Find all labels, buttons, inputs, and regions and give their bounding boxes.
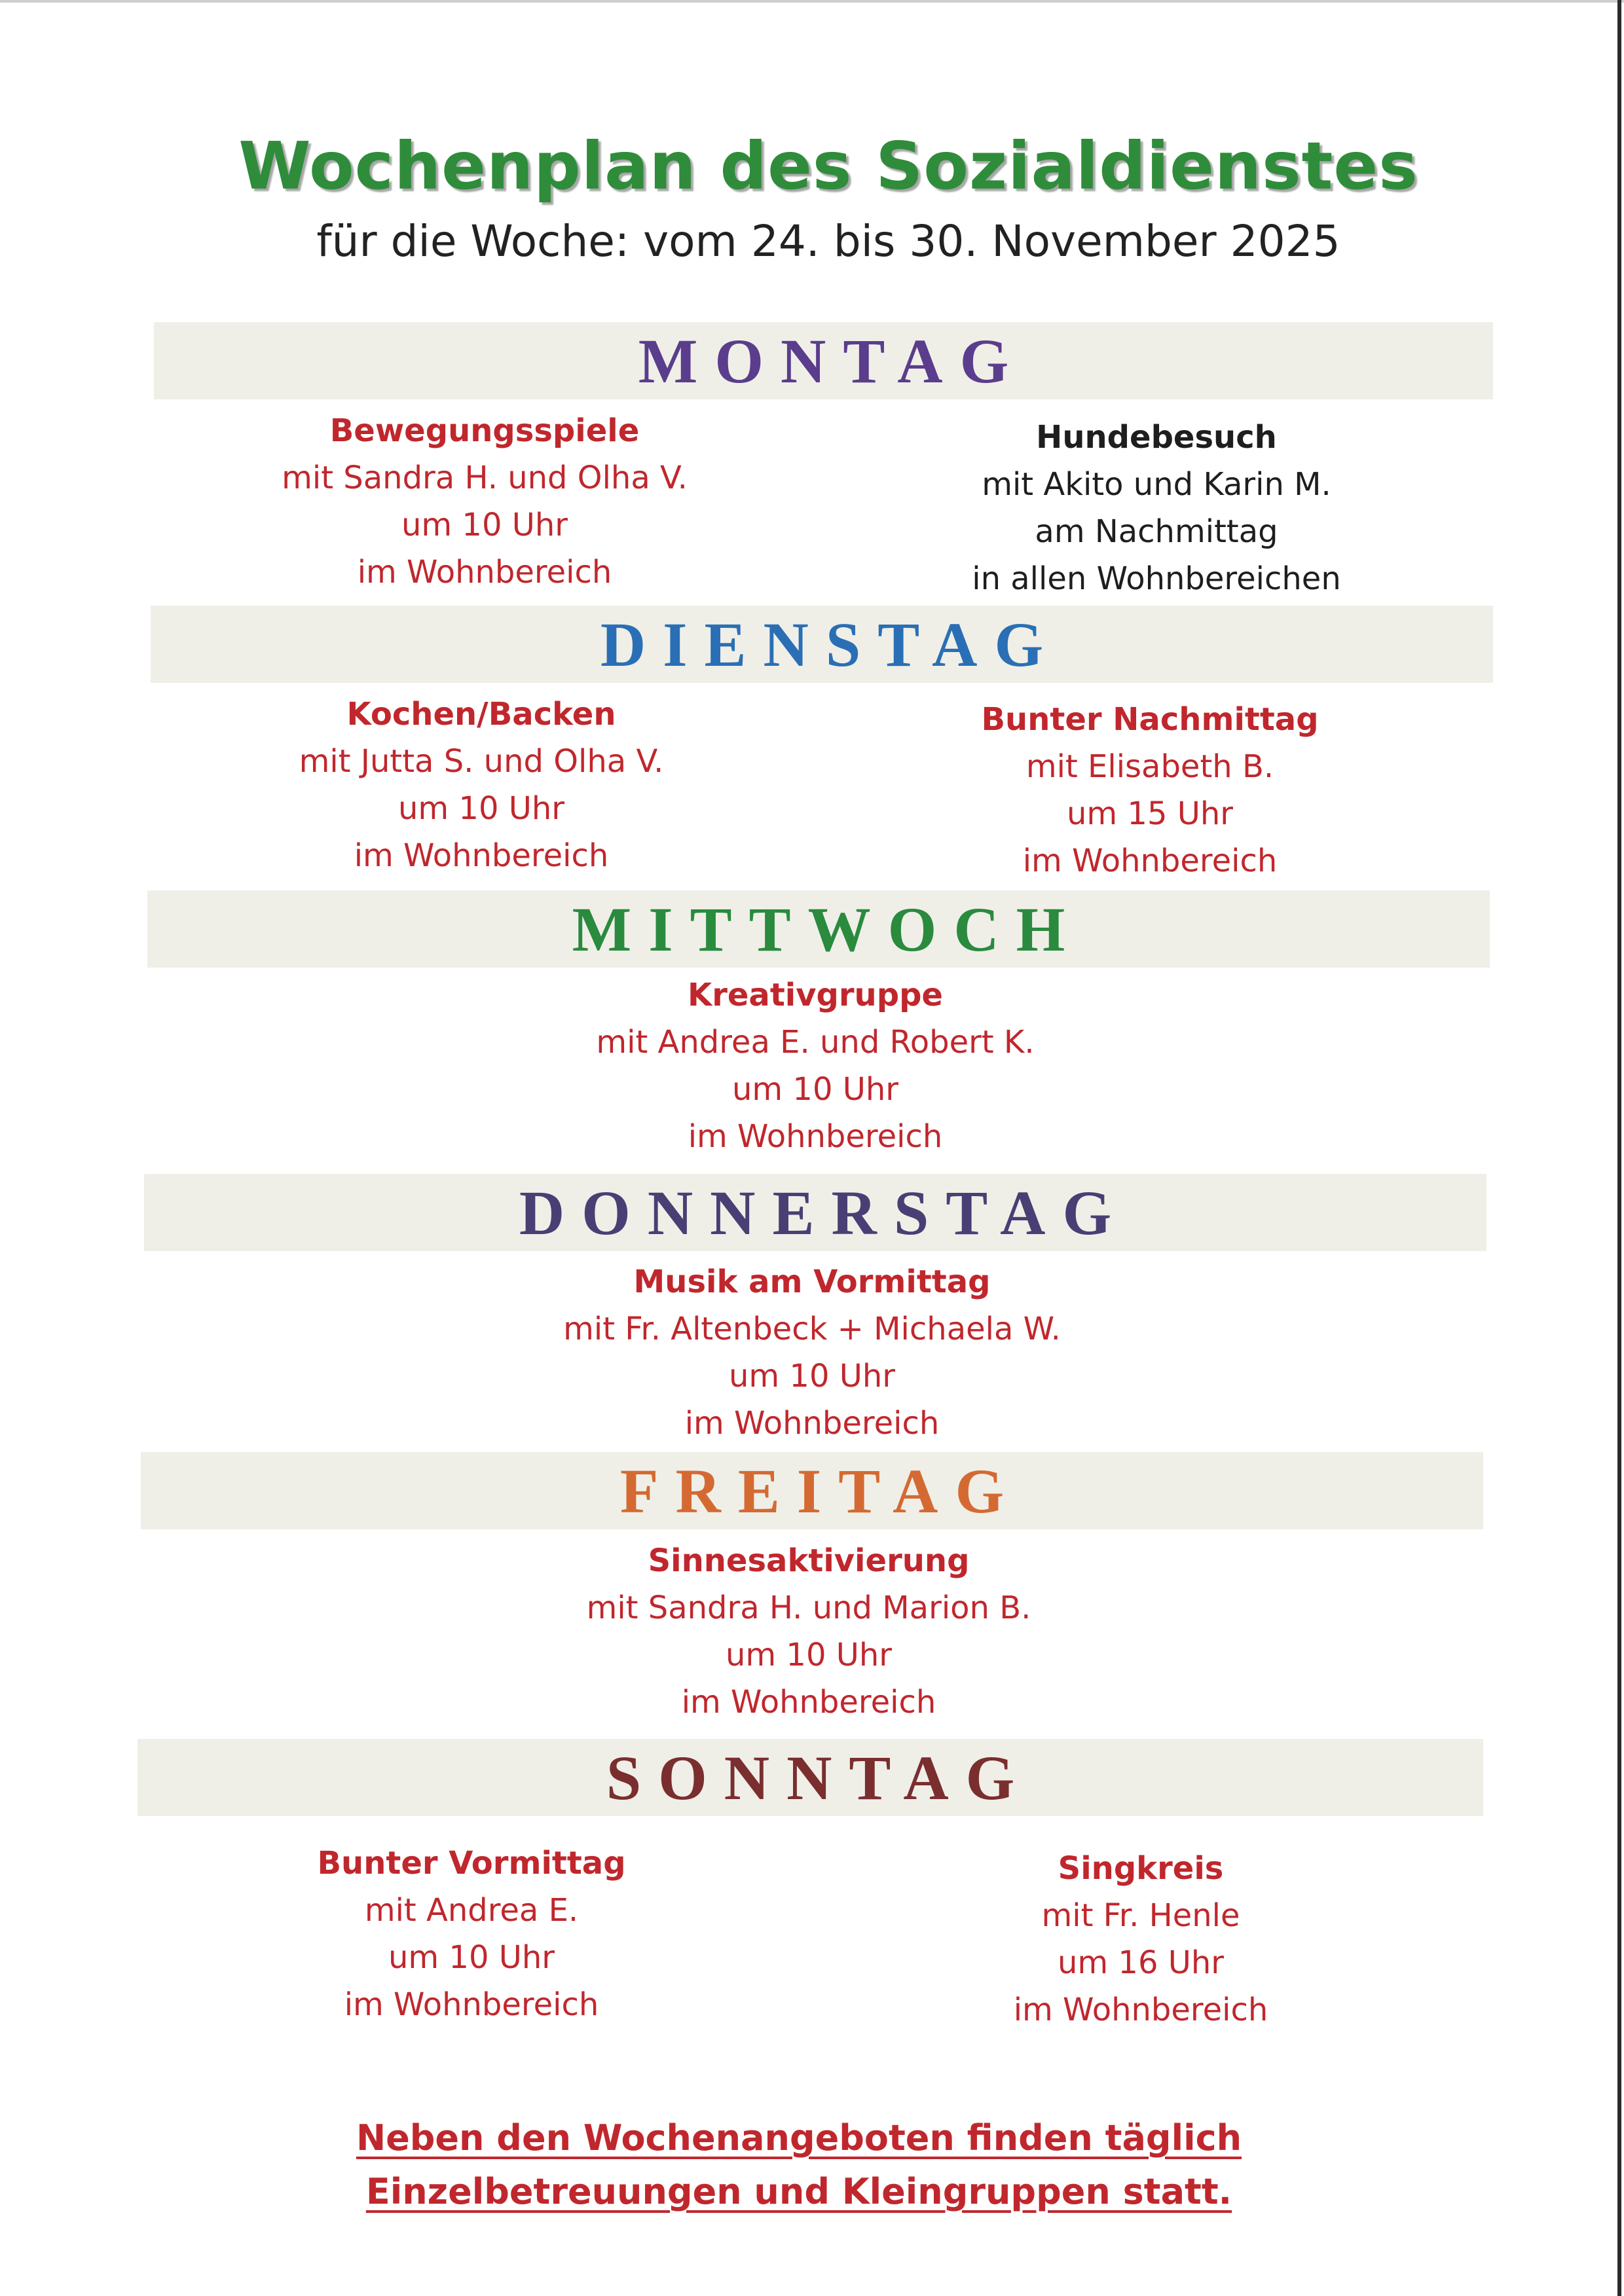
activity-staff: mit Sandra H. und Olha V. xyxy=(282,460,688,496)
page-title: Wochenplan des Sozialdienstes xyxy=(238,128,1418,204)
activity-time: am Nachmittag xyxy=(1035,513,1278,550)
activity-staff: mit Andrea E. xyxy=(364,1892,579,1929)
activity-block-dienstag-left xyxy=(219,691,743,879)
activity-staff: mit Fr. Altenbeck + Michaela W. xyxy=(563,1311,1061,1347)
day-band-sonntag xyxy=(138,1739,1483,1816)
activity-title: Sinnesaktivierung xyxy=(648,1542,970,1579)
page-top-edge xyxy=(0,0,1624,3)
day-label-freitag: FREITAG xyxy=(619,1455,1022,1526)
activity-block-sonntag-right xyxy=(879,1845,1403,2033)
activity-staff: mit Jutta S. und Olha V. xyxy=(299,743,664,780)
activity-time: um 16 Uhr xyxy=(1057,1944,1225,1981)
activity-title: Hundebesuch xyxy=(1036,419,1277,456)
activity-place: im Wohnbereich xyxy=(344,1986,599,2023)
day-band-freitag xyxy=(141,1452,1483,1529)
activity-staff: mit Elisabeth B. xyxy=(1025,748,1274,785)
activity-title: Kreativgruppe xyxy=(688,977,943,1013)
day-band-dienstag xyxy=(151,606,1493,683)
activity-place: im Wohnbereich xyxy=(681,1684,936,1721)
activity-place: im Wohnbereich xyxy=(1022,843,1278,879)
activity-place: im Wohnbereich xyxy=(354,837,609,874)
activity-time: um 15 Uhr xyxy=(1066,795,1234,832)
activity-title: Kochen/Backen xyxy=(346,696,616,733)
footer-line-2: Einzelbetreuungen und Kleingruppen statt. xyxy=(365,2171,1232,2212)
activity-time: um 10 Uhr xyxy=(397,790,565,827)
activity-time: um 10 Uhr xyxy=(388,1939,555,1976)
day-label-dienstag: DIENSTAG xyxy=(600,609,1061,680)
activity-place: im Wohnbereich xyxy=(684,1405,940,1442)
activity-time: um 10 Uhr xyxy=(401,507,568,543)
activity-block-dienstag-right xyxy=(888,696,1412,884)
page-subtitle: für die Woche: vom 24. bis 30. November 2025 xyxy=(316,216,1340,266)
activity-staff: mit Sandra H. und Marion B. xyxy=(586,1590,1031,1626)
activity-place: im Wohnbereich xyxy=(688,1118,943,1155)
activity-staff: mit Fr. Henle xyxy=(1041,1897,1240,1934)
day-band-montag xyxy=(154,322,1493,399)
activity-block-montag-right xyxy=(895,414,1418,602)
activity-title: Musik am Vormittag xyxy=(633,1264,991,1300)
day-label-sonntag: SONNTAG xyxy=(606,1742,1032,1813)
activity-block-sonntag-left xyxy=(210,1840,733,2028)
activity-title: Bunter Nachmittag xyxy=(981,701,1319,738)
activity-time: um 10 Uhr xyxy=(728,1358,896,1394)
activity-time: um 10 Uhr xyxy=(725,1637,893,1673)
day-label-montag: MONTAG xyxy=(638,325,1026,396)
activity-place: im Wohnbereich xyxy=(1013,1992,1268,2028)
activity-block-freitag xyxy=(547,1537,1071,1726)
activity-staff: mit Andrea E. und Robert K. xyxy=(596,1024,1035,1061)
day-label-donnerstag: DONNERSTAG xyxy=(519,1177,1129,1248)
activity-block-donnerstag xyxy=(485,1258,1139,1447)
activity-title: Singkreis xyxy=(1058,1850,1224,1887)
day-band-donnerstag xyxy=(144,1174,1486,1251)
activity-block-montag-left xyxy=(223,407,747,596)
activity-title: Bewegungsspiele xyxy=(329,412,640,449)
activity-block-mittwoch xyxy=(553,972,1077,1160)
activity-time: um 10 Uhr xyxy=(731,1071,899,1108)
footer-line-1: Neben den Wochenangeboten finden täglich xyxy=(356,2117,1242,2159)
activity-title: Bunter Vormittag xyxy=(317,1845,626,1882)
page-right-edge xyxy=(1617,0,1621,2296)
footer-note xyxy=(0,2111,1598,2219)
day-band-mittwoch xyxy=(147,890,1490,968)
activity-place: im Wohnbereich xyxy=(357,554,612,591)
activity-staff: mit Akito und Karin M. xyxy=(982,466,1331,503)
activity-place: in allen Wohnbereichen xyxy=(972,560,1341,597)
day-label-mittwoch: MITTWOCH xyxy=(572,894,1082,964)
